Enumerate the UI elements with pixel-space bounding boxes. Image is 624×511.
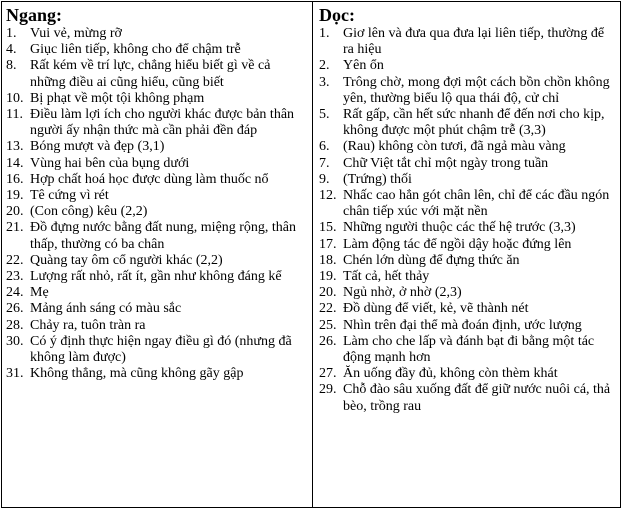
- down-clue: [319, 366, 614, 382]
- clue-text: Đồ đựng nước bằng đất nung, miệng rộng, thân thấp, thường có ba chân: [30, 220, 296, 252]
- clue-number: 22.: [6, 252, 24, 268]
- across-clue: [6, 172, 306, 188]
- clue-number: 30.: [6, 333, 24, 349]
- down-clue-list: [319, 26, 614, 415]
- clue-text: Vui vẻ, mừng rỡ: [30, 26, 122, 41]
- across-clue: [6, 318, 306, 334]
- crossword-clues-table: [1, 1, 621, 508]
- down-clue: [319, 334, 614, 366]
- clue-number: 19.: [319, 269, 337, 285]
- clue-number: 2.: [319, 58, 330, 74]
- clue-text: Tất cả, hết thảy: [343, 269, 430, 285]
- clue-number: 10.: [6, 90, 24, 106]
- clue-text: Giơ lên và đưa qua đưa lại liên tiếp, thường để ra hiệu: [343, 26, 605, 58]
- clue-text: Làm cho che lấp và đánh bạt đi bằng một tác động mạnh hơn: [343, 333, 595, 366]
- clue-number: 22.: [319, 301, 337, 317]
- clue-text: Giục liên tiếp, không cho để chậm trễ: [30, 42, 241, 58]
- clue-number: 8.: [6, 58, 17, 74]
- across-clue: [6, 334, 306, 366]
- clue-number: 1.: [6, 26, 17, 41]
- down-clue: [319, 301, 614, 317]
- clue-number: 21.: [6, 220, 24, 236]
- clue-text: (Con công) kêu (2,2): [30, 204, 148, 220]
- across-clue: [6, 139, 306, 155]
- clue-number: 1.: [319, 26, 330, 41]
- clue-text: Trông chờ, mong đợi một cách bồn chồn không yên, thường biểu lộ qua thái độ, cử chỉ: [343, 74, 610, 106]
- clue-number: 20.: [319, 285, 337, 301]
- down-clue: [319, 26, 614, 58]
- down-clue: [319, 58, 614, 74]
- down-clue: [319, 237, 614, 253]
- across-clue: [6, 204, 306, 220]
- down-clue: [319, 156, 614, 172]
- clue-number: 3.: [319, 74, 330, 90]
- clue-number: 27.: [319, 366, 337, 382]
- clue-number: 15.: [319, 220, 337, 236]
- across-clue: [6, 26, 306, 42]
- across-clue: [6, 285, 306, 301]
- clue-text: Rất gấp, cần hết sức nhanh để đến nơi cho kịp, không được một phút chậm trễ (3,3): [343, 107, 605, 139]
- clue-text: Mảng ánh sáng có màu sắc: [30, 301, 182, 317]
- clue-text: Chỗ đào sâu xuống đất để giữ nước nuôi cá, thả bèo, trồng rau: [343, 382, 611, 414]
- clue-text: Ngủ nhờ, ở nhờ (2,3): [343, 285, 462, 301]
- clue-number: 7.: [319, 155, 330, 171]
- clue-text: (Rau) không còn tươi, đã ngả màu vàng: [343, 139, 566, 155]
- down-clue: [319, 139, 614, 155]
- across-clue: [6, 58, 306, 90]
- down-clue: [319, 107, 614, 139]
- clue-number: 25.: [319, 317, 337, 333]
- down-clue: [319, 75, 614, 107]
- clue-text: Rất kém về trí lực, chẳng hiểu biết gì về cả những điều ai cũng hiểu, cũng biết: [30, 58, 271, 90]
- clue-text: Chén lớn dùng để đựng thức ăn: [343, 252, 520, 268]
- clue-number: 28.: [6, 317, 24, 333]
- across-clue: [6, 301, 306, 317]
- clue-text: Lượng rất nhỏ, rất ít, gần như không đáng kể: [30, 269, 282, 285]
- down-clue: [319, 172, 614, 188]
- down-clue: [319, 188, 614, 220]
- clue-text: Nhấc cao hẳn gót chân lên, chỉ để các đầu ngón chân tiếp xúc với mặt nền: [343, 188, 610, 220]
- clue-text: Ăn uống đầy đủ, không còn thèm khát: [343, 366, 558, 382]
- clue-text: Điều làm lợi ích cho người khác được bản thân người ấy nhận thức mà cần phải đền đáp: [30, 107, 295, 139]
- down-column: [313, 2, 620, 507]
- clue-number: 5.: [319, 107, 330, 123]
- clue-text: Không thẳng, mà cũng không gãy gập: [30, 366, 244, 382]
- clue-text: Tê cứng vì rét: [30, 188, 109, 204]
- clue-number: 20.: [6, 204, 24, 220]
- clue-text: Bị phạt về một tội không phạm: [30, 90, 205, 106]
- clue-number: 18.: [319, 252, 337, 268]
- down-clue: [319, 269, 614, 285]
- across-clue: [6, 107, 306, 139]
- clue-text: Vùng hai bên của bụng dưới: [30, 155, 190, 171]
- across-clue-list: [6, 26, 306, 382]
- clue-number: 29.: [319, 382, 337, 398]
- clue-text: Quàng tay ôm cổ người khác (2,2): [30, 252, 223, 268]
- clue-text: Chữ Việt tắt chỉ một ngày trong tuần: [343, 155, 549, 171]
- clue-number: 16.: [6, 171, 24, 187]
- clue-text: Nhìn trên đại thể mà đoán định, ước lượng: [343, 317, 582, 333]
- clue-number: 6.: [319, 139, 330, 155]
- clue-number: 4.: [6, 42, 17, 58]
- across-clue: [6, 269, 306, 285]
- down-clue: [319, 253, 614, 269]
- clue-text: (Trứng) thối: [343, 171, 412, 187]
- clue-number: 13.: [6, 139, 24, 155]
- across-clue: [6, 253, 306, 269]
- clue-number: 26.: [6, 301, 24, 317]
- clue-text: Mẹ: [30, 285, 49, 301]
- clue-text: Đồ dùng để viết, kẻ, vẽ thành nét: [343, 301, 529, 317]
- clue-number: 24.: [6, 285, 24, 301]
- clue-number: 9.: [319, 171, 330, 187]
- clue-text: Yên ổn: [343, 58, 384, 74]
- clue-number: 19.: [6, 188, 24, 204]
- down-clue: [319, 285, 614, 301]
- clue-text: Những người thuộc các thế hệ trước (3,3): [343, 220, 576, 236]
- across-clue: [6, 220, 306, 252]
- down-clue: [319, 382, 614, 414]
- clue-number: 11.: [6, 107, 23, 123]
- clue-number: 12.: [319, 188, 337, 204]
- clue-text: Chảy ra, tuôn tràn ra: [30, 317, 146, 333]
- clue-number: 17.: [319, 236, 337, 252]
- down-clue: [319, 220, 614, 236]
- clue-number: 23.: [6, 269, 24, 285]
- down-heading: Dọc:: [319, 5, 355, 25]
- clue-number: 31.: [6, 366, 24, 382]
- across-clue: [6, 366, 306, 382]
- clue-text: Hợp chất hoá học được dùng làm thuốc nổ: [30, 171, 269, 187]
- clue-number: 26.: [319, 333, 337, 349]
- clue-number: 14.: [6, 155, 24, 171]
- across-clue: [6, 188, 306, 204]
- clue-text: Có ý định thực hiện ngay điều gì đó (nhưng đã không làm được): [30, 333, 292, 366]
- clue-text: Bóng mượt và đẹp (3,1): [30, 139, 165, 155]
- across-clue: [6, 42, 306, 58]
- down-clue: [319, 318, 614, 334]
- clue-text: Làm động tác để ngồi dậy hoặc đứng lên: [343, 236, 572, 252]
- across-column: [2, 2, 313, 507]
- across-clue: [6, 91, 306, 107]
- across-heading: Ngang:: [6, 5, 63, 25]
- across-clue: [6, 156, 306, 172]
